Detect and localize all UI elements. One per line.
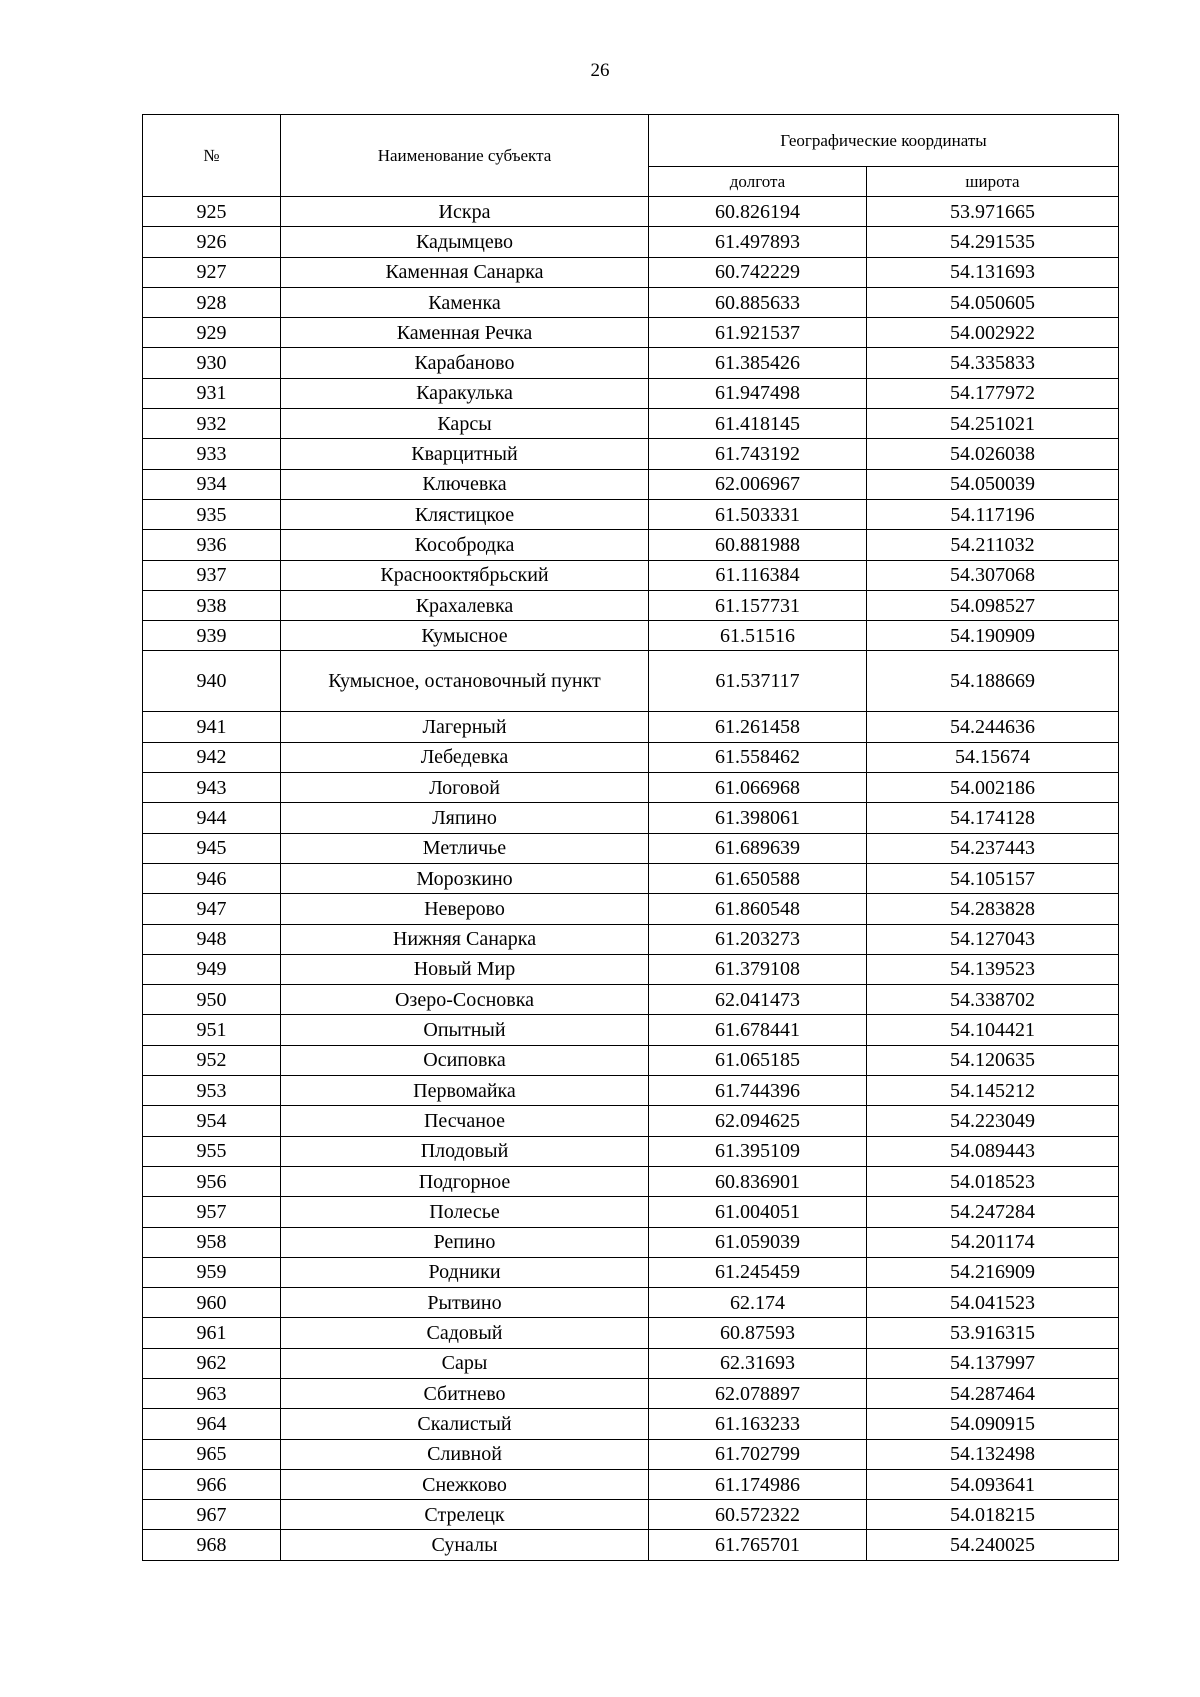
row-subject-name: Каменная Санарка: [281, 257, 649, 287]
row-subject-name: Сливной: [281, 1439, 649, 1469]
row-longitude: 60.742229: [649, 257, 867, 287]
row-longitude: 61.066968: [649, 773, 867, 803]
table-row: [143, 1106, 1119, 1136]
page-number: 26: [590, 60, 610, 81]
row-subject-name: Карабаново: [281, 348, 649, 378]
row-latitude: 54.089443: [867, 1136, 1119, 1166]
row-longitude: 62.041473: [649, 985, 867, 1015]
row-latitude: 54.002186: [867, 773, 1119, 803]
row-subject-name: Первомайка: [281, 1076, 649, 1106]
table-row: [143, 954, 1119, 984]
row-subject-name: Стрелецк: [281, 1500, 649, 1530]
row-longitude: 61.558462: [649, 742, 867, 772]
table-row: [143, 833, 1119, 863]
row-subject-name: Рытвино: [281, 1288, 649, 1318]
row-number: 955: [143, 1136, 281, 1166]
row-latitude: 54.237443: [867, 833, 1119, 863]
table-row: [143, 378, 1119, 408]
row-latitude: 54.104421: [867, 1015, 1119, 1045]
row-latitude: 54.090915: [867, 1409, 1119, 1439]
row-longitude: 61.860548: [649, 894, 867, 924]
table-row: [143, 773, 1119, 803]
row-latitude: 54.247284: [867, 1197, 1119, 1227]
header-subject-name: Наименование субъекта: [281, 115, 649, 197]
row-number: 943: [143, 773, 281, 803]
table-row: [143, 742, 1119, 772]
row-subject-name: Скалистый: [281, 1409, 649, 1439]
row-number: 960: [143, 1288, 281, 1318]
row-number: 949: [143, 954, 281, 984]
row-latitude: 54.177972: [867, 378, 1119, 408]
table-row: [143, 924, 1119, 954]
row-latitude: 54.050605: [867, 287, 1119, 317]
row-latitude: 54.131693: [867, 257, 1119, 287]
table-row: [143, 1257, 1119, 1287]
row-longitude: 61.163233: [649, 1409, 867, 1439]
row-latitude: 54.244636: [867, 712, 1119, 742]
row-subject-name: Новый Мир: [281, 954, 649, 984]
row-longitude: 61.51516: [649, 621, 867, 651]
row-number: 965: [143, 1439, 281, 1469]
row-latitude: 54.251021: [867, 409, 1119, 439]
row-longitude: 61.503331: [649, 499, 867, 529]
row-latitude: 54.15674: [867, 742, 1119, 772]
row-longitude: 61.395109: [649, 1136, 867, 1166]
row-longitude: 61.157731: [649, 590, 867, 620]
row-subject-name: Крахалевка: [281, 590, 649, 620]
table-row: [143, 1378, 1119, 1408]
row-number: 934: [143, 469, 281, 499]
header-geo-coordinates: Географические координаты: [649, 115, 1119, 167]
table-row: [143, 1076, 1119, 1106]
table-row: [143, 197, 1119, 227]
row-number: 945: [143, 833, 281, 863]
row-longitude: 61.261458: [649, 712, 867, 742]
row-number: 925: [143, 197, 281, 227]
row-number: 954: [143, 1106, 281, 1136]
row-subject-name: Суналы: [281, 1530, 649, 1560]
row-latitude: 54.127043: [867, 924, 1119, 954]
row-longitude: 62.31693: [649, 1348, 867, 1378]
row-subject-name: Подгорное: [281, 1166, 649, 1196]
row-number: 962: [143, 1348, 281, 1378]
row-latitude: 54.338702: [867, 985, 1119, 1015]
table-row: [143, 894, 1119, 924]
table-row: [143, 227, 1119, 257]
row-subject-name: Озеро-Сосновка: [281, 985, 649, 1015]
table-row: [143, 985, 1119, 1015]
row-subject-name: Ляпино: [281, 803, 649, 833]
row-number: 961: [143, 1318, 281, 1348]
table-row: [143, 1227, 1119, 1257]
row-subject-name: Плодовый: [281, 1136, 649, 1166]
table-row: [143, 1015, 1119, 1045]
row-number: 939: [143, 621, 281, 651]
row-longitude: 61.678441: [649, 1015, 867, 1045]
row-latitude: 54.174128: [867, 803, 1119, 833]
table-row: [143, 287, 1119, 317]
row-number: 942: [143, 742, 281, 772]
table-row: [143, 1500, 1119, 1530]
row-latitude: 54.098527: [867, 590, 1119, 620]
row-longitude: 61.537117: [649, 651, 867, 712]
row-longitude: 61.065185: [649, 1045, 867, 1075]
row-longitude: 61.004051: [649, 1197, 867, 1227]
row-latitude: 54.335833: [867, 348, 1119, 378]
row-subject-name: Осиповка: [281, 1045, 649, 1075]
row-latitude: 54.120635: [867, 1045, 1119, 1075]
row-subject-name: Репино: [281, 1227, 649, 1257]
table-row: [143, 439, 1119, 469]
row-latitude: 54.018215: [867, 1500, 1119, 1530]
row-longitude: 61.921537: [649, 318, 867, 348]
table-row: [143, 1439, 1119, 1469]
header-longitude: долгота: [649, 167, 867, 197]
row-subject-name: Ключевка: [281, 469, 649, 499]
table-row: [143, 409, 1119, 439]
table-row: [143, 348, 1119, 378]
row-number: 952: [143, 1045, 281, 1075]
table-row: [143, 560, 1119, 590]
table-row: [143, 863, 1119, 893]
row-number: 933: [143, 439, 281, 469]
row-number: 956: [143, 1166, 281, 1196]
row-longitude: 61.379108: [649, 954, 867, 984]
row-longitude: 61.174986: [649, 1469, 867, 1499]
row-latitude: 54.026038: [867, 439, 1119, 469]
row-number: 963: [143, 1378, 281, 1408]
row-latitude: 53.916315: [867, 1318, 1119, 1348]
row-latitude: 54.002922: [867, 318, 1119, 348]
row-number: 929: [143, 318, 281, 348]
row-latitude: 54.093641: [867, 1469, 1119, 1499]
row-subject-name: Кварцитный: [281, 439, 649, 469]
row-number: 946: [143, 863, 281, 893]
row-longitude: 60.826194: [649, 197, 867, 227]
table-row: [143, 1469, 1119, 1499]
table-row: [143, 651, 1119, 712]
row-number: 930: [143, 348, 281, 378]
row-subject-name: Сбитнево: [281, 1378, 649, 1408]
row-subject-name: Родники: [281, 1257, 649, 1287]
row-subject-name: Морозкино: [281, 863, 649, 893]
table-row: [143, 712, 1119, 742]
row-number: 953: [143, 1076, 281, 1106]
row-longitude: 61.650588: [649, 863, 867, 893]
table-row: [143, 1530, 1119, 1560]
row-number: 928: [143, 287, 281, 317]
row-latitude: 54.117196: [867, 499, 1119, 529]
row-subject-name: Логовой: [281, 773, 649, 803]
row-number: 931: [143, 378, 281, 408]
row-latitude: 54.139523: [867, 954, 1119, 984]
row-latitude: 53.971665: [867, 197, 1119, 227]
table-row: [143, 318, 1119, 348]
row-number: 948: [143, 924, 281, 954]
row-number: 959: [143, 1257, 281, 1287]
row-subject-name: Карсы: [281, 409, 649, 439]
row-latitude: 54.211032: [867, 530, 1119, 560]
row-longitude: 61.116384: [649, 560, 867, 590]
row-latitude: 54.240025: [867, 1530, 1119, 1560]
row-longitude: 60.836901: [649, 1166, 867, 1196]
row-subject-name: Лебедевка: [281, 742, 649, 772]
header-number: №: [143, 115, 281, 197]
row-longitude: 61.245459: [649, 1257, 867, 1287]
row-number: 944: [143, 803, 281, 833]
row-latitude: 54.041523: [867, 1288, 1119, 1318]
row-longitude: 62.006967: [649, 469, 867, 499]
row-subject-name: Опытный: [281, 1015, 649, 1045]
row-subject-name: Песчаное: [281, 1106, 649, 1136]
row-longitude: 61.743192: [649, 439, 867, 469]
row-latitude: 54.291535: [867, 227, 1119, 257]
header-latitude: широта: [867, 167, 1119, 197]
row-longitude: 61.765701: [649, 1530, 867, 1560]
row-subject-name: Садовый: [281, 1318, 649, 1348]
row-number: 968: [143, 1530, 281, 1560]
row-latitude: 54.137997: [867, 1348, 1119, 1378]
row-subject-name: Клястицкое: [281, 499, 649, 529]
row-longitude: 60.881988: [649, 530, 867, 560]
row-number: 927: [143, 257, 281, 287]
row-longitude: 61.398061: [649, 803, 867, 833]
row-longitude: 61.689639: [649, 833, 867, 863]
row-subject-name: Каменная Речка: [281, 318, 649, 348]
row-subject-name: Каменка: [281, 287, 649, 317]
row-number: 936: [143, 530, 281, 560]
row-latitude: 54.050039: [867, 469, 1119, 499]
table-row: [143, 803, 1119, 833]
row-longitude: 61.418145: [649, 409, 867, 439]
row-number: 951: [143, 1015, 281, 1045]
row-number: 964: [143, 1409, 281, 1439]
table-row: [143, 257, 1119, 287]
row-longitude: 61.947498: [649, 378, 867, 408]
row-number: 967: [143, 1500, 281, 1530]
row-number: 958: [143, 1227, 281, 1257]
row-subject-name: Кадымцево: [281, 227, 649, 257]
row-longitude: 61.385426: [649, 348, 867, 378]
row-latitude: 54.105157: [867, 863, 1119, 893]
table-row: [143, 1348, 1119, 1378]
table-row: [143, 1409, 1119, 1439]
row-number: 926: [143, 227, 281, 257]
row-latitude: 54.201174: [867, 1227, 1119, 1257]
row-number: 966: [143, 1469, 281, 1499]
row-number: 957: [143, 1197, 281, 1227]
table-row: [143, 469, 1119, 499]
row-longitude: 60.572322: [649, 1500, 867, 1530]
table-row: [143, 499, 1119, 529]
row-number: 935: [143, 499, 281, 529]
row-latitude: 54.132498: [867, 1439, 1119, 1469]
row-number: 932: [143, 409, 281, 439]
row-latitude: 54.145212: [867, 1076, 1119, 1106]
row-subject-name: Искра: [281, 197, 649, 227]
row-latitude: 54.216909: [867, 1257, 1119, 1287]
row-latitude: 54.018523: [867, 1166, 1119, 1196]
row-subject-name: Кособродка: [281, 530, 649, 560]
row-longitude: 60.885633: [649, 287, 867, 317]
row-longitude: 61.702799: [649, 1439, 867, 1469]
table-row: [143, 1045, 1119, 1075]
row-subject-name: Неверово: [281, 894, 649, 924]
row-latitude: 54.287464: [867, 1378, 1119, 1408]
row-subject-name: Нижняя Санарка: [281, 924, 649, 954]
row-latitude: 54.223049: [867, 1106, 1119, 1136]
table-row: [143, 1136, 1119, 1166]
row-longitude: 61.744396: [649, 1076, 867, 1106]
row-subject-name: Кумысное, остановочный пункт: [281, 651, 649, 712]
row-number: 938: [143, 590, 281, 620]
row-subject-name: Полесье: [281, 1197, 649, 1227]
row-longitude: 61.203273: [649, 924, 867, 954]
row-number: 940: [143, 651, 281, 712]
row-subject-name: Каракулька: [281, 378, 649, 408]
row-latitude: 54.188669: [867, 651, 1119, 712]
row-number: 950: [143, 985, 281, 1015]
row-subject-name: Лагерный: [281, 712, 649, 742]
row-latitude: 54.307068: [867, 560, 1119, 590]
row-longitude: 61.059039: [649, 1227, 867, 1257]
row-subject-name: Сары: [281, 1348, 649, 1378]
table-row: [143, 621, 1119, 651]
table-row: [143, 1318, 1119, 1348]
row-subject-name: Кумысное: [281, 621, 649, 651]
table-row: [143, 1288, 1119, 1318]
table-row: [143, 530, 1119, 560]
row-number: 941: [143, 712, 281, 742]
table-row: [143, 1197, 1119, 1227]
row-longitude: 60.87593: [649, 1318, 867, 1348]
table-row: [143, 590, 1119, 620]
row-latitude: 54.283828: [867, 894, 1119, 924]
row-longitude: 62.094625: [649, 1106, 867, 1136]
coordinates-table: [142, 114, 1119, 1561]
row-longitude: 62.078897: [649, 1378, 867, 1408]
row-subject-name: Снежково: [281, 1469, 649, 1499]
table-row: [143, 1166, 1119, 1196]
row-subject-name: Метличье: [281, 833, 649, 863]
row-subject-name: Краснооктябрьский: [281, 560, 649, 590]
row-longitude: 61.497893: [649, 227, 867, 257]
row-longitude: 62.174: [649, 1288, 867, 1318]
row-number: 937: [143, 560, 281, 590]
row-number: 947: [143, 894, 281, 924]
row-latitude: 54.190909: [867, 621, 1119, 651]
